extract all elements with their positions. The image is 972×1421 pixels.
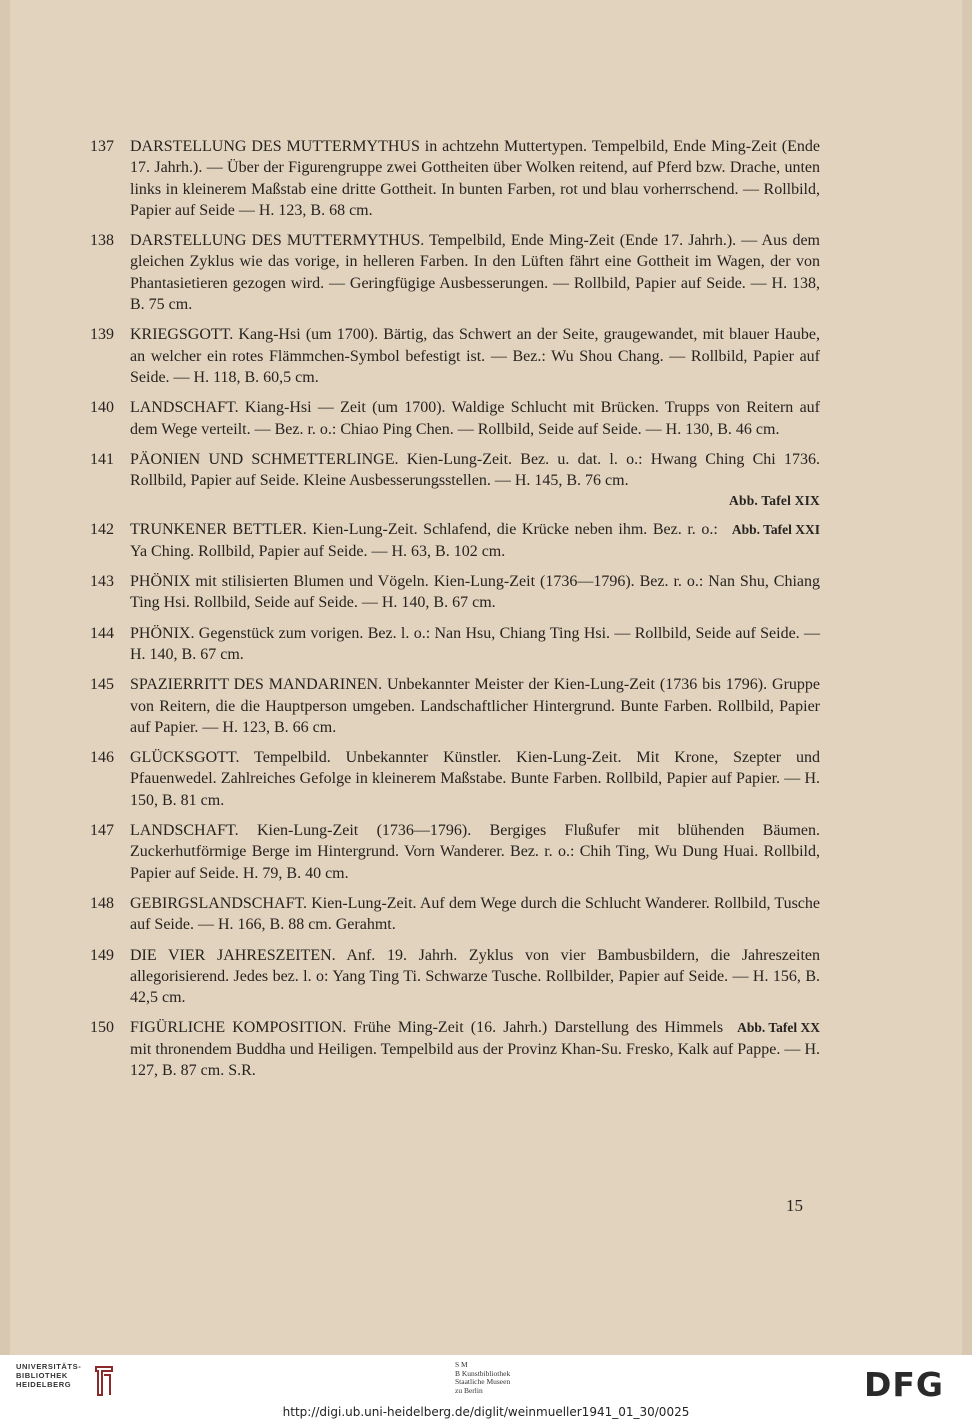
permalink-url[interactable]: http://digi.ub.uni-heidelberg.de/diglit/weinmueller1941_01_30/0025 <box>282 1405 690 1419</box>
catalog-entry <box>90 747 820 811</box>
catalog-entry <box>90 674 820 738</box>
entry-number: 140 <box>90 399 114 417</box>
entry-text: PHÖNIX. Gegenstück zum vorigen. Bez. l. o.: Nan Hsu, Chiang Ting Hsi. — Rollbild, Seide auf Seide. — H. 140, B. 67 cm. <box>130 624 820 663</box>
logo-line: Staatliche Museen <box>455 1377 511 1386</box>
entry-text: GEBIRGSLANDSCHAFT. Kien-Lung-Zeit. Auf dem Wege durch die Schlucht Wanderer. Rollbild, Tusche auf Seide. — H. 166, B. 88 cm. Gerahmt. <box>130 894 820 934</box>
entry-body <box>130 449 820 511</box>
entry-number: 147 <box>90 822 114 840</box>
logo-line: S M <box>455 1360 468 1369</box>
entry-number: 143 <box>90 573 114 591</box>
entry-text: TRUNKENER BETTLER. Kien-Lung-Zeit. Schlafend, die Krücke neben ihm. Bez. r. o.: Ya Ching. Rollbild, Papier auf Seide. — H. 63, B. 102 cm. <box>130 521 718 560</box>
entry-text: FIGÜRLICHE KOMPOSITION. Frühe Ming-Zeit (16. Jahrh.) Darstellung des Himmels mit thronendem Buddha und Heiligen. Tempelbild aus der Provinz Khan-Su. Fresko, Kalk auf Pappe. — H. 127, B. 87 cm. S.R. <box>130 1019 820 1079</box>
catalog-entry <box>90 230 820 315</box>
entry-body <box>130 1017 820 1081</box>
catalog-entry <box>90 571 820 614</box>
entry-number: 141 <box>90 450 114 468</box>
plate-reference: Abb. Tafel XX <box>737 1020 820 1036</box>
library-emblem-icon <box>92 1363 116 1399</box>
catalog-entry <box>90 945 820 1009</box>
entry-text: DARSTELLUNG DES MUTTERMYTHUS. Tempelbild, Ende Ming-Zeit (Ende 17. Jahrh.). — Aus dem gleichen Zyklus wie das vorige, in helleren Farben. In den Lüften fährt eine Gottheit im Wagen, der von Phantasietieren gezogen wird. — Geringfügige Ausbesserungen. — Rollbild, Papier auf Seide. — H. 138, B. 75 cm. <box>130 232 820 314</box>
catalog-entries <box>90 136 820 1090</box>
museum-logo[interactable] <box>455 1361 510 1395</box>
entry-text: GLÜCKSGOTT. Tempelbild. Unbekannter Künstler. Kien-Lung-Zeit. Mit Krone, Szepter und Pfauenwedel. Zahlreiches Gefolge in kleinerem Maßstabe. Bunte Farben. Rollbild, Papier auf Papier. — H. 150, B. 81 cm. <box>130 749 820 809</box>
entry-number: 149 <box>90 946 114 964</box>
entry-number: 144 <box>90 624 114 642</box>
catalog-entry <box>90 397 820 440</box>
entry-body <box>130 519 820 562</box>
university-library-logo[interactable] <box>16 1362 81 1389</box>
logo-line: B Kunstbibliothek <box>455 1368 511 1378</box>
catalog-entry <box>90 1017 820 1081</box>
entry-number: 138 <box>90 232 114 250</box>
catalog-entry <box>90 324 820 388</box>
entry-number: 148 <box>90 894 114 912</box>
catalog-entry <box>90 136 820 221</box>
entry-text: LANDSCHAFT. Kien-Lung-Zeit (1736—1796). Bergiges Flußufer mit blühenden Bäumen. Zuckerhutförmige Berge im Hintergrund. Vorn Wanderer. Bez. r. o.: Chih Ting, Wu Dung Huai. Rollbild, Papier auf Seide. H. 79, B. 40 cm. <box>130 822 820 882</box>
entry-number: 150 <box>90 1019 114 1037</box>
logo-line: HEIDELBERG <box>16 1380 72 1389</box>
entry-number: 139 <box>90 326 114 344</box>
entry-text: DARSTELLUNG DES MUTTERMYTHUS in achtzehn Muttertypen. Tempelbild, Ende Ming-Zeit (Ende 17. Jahrh.). — Über der Figurengruppe zwei Gottheiten über Wolken reitend, auf Pferd bzw. Drache, unten links in kleinerem Maßstab eine dritte Gottheit. In bunten Farben, rot und blau vorherrschend. — Rollbild, Papier auf Seide — H. 123, B. 68 cm. <box>130 138 820 219</box>
entry-text: KRIEGSGOTT. Kang-Hsi (um 1700). Bärtig, das Schwert an der Seite, graugewandet, mit blauer Haube, an welcher ein rotes Flämmchen-Symbol befestigt ist. — Bez.: Wu Shou Chang. — Rollbild, Papier auf Seide. — H. 118, B. 60,5 cm. <box>130 326 820 386</box>
entry-number: 137 <box>90 138 114 155</box>
catalog-entry <box>90 519 820 562</box>
catalog-entry <box>90 623 820 666</box>
entry-text: PÄONIEN UND SCHMETTERLINGE. Kien-Lung-Zeit. Bez. u. dat. l. o.: Hwang Ching Chi 1736. Rollbild, Papier auf Seide. Kleine Ausbesserungsstellen. — H. 145, B. 76 cm. <box>130 450 820 490</box>
logo-line: zu Berlin <box>455 1385 483 1395</box>
entry-number: 146 <box>90 749 114 767</box>
entry-text: PHÖNIX mit stilisierten Blumen und Vögeln. Kien-Lung-Zeit (1736—1796). Bez. r. o.: Nan Shu, Chiang Ting Hsi. Rollbild, Seide auf Seide. — H. 140, B. 67 cm. <box>130 573 820 612</box>
catalog-entry <box>90 820 820 884</box>
plate-reference: Abb. Tafel XXI <box>731 522 820 538</box>
entry-number: 142 <box>90 521 114 539</box>
plate-reference: Abb. Tafel XIX <box>729 493 820 509</box>
entry-text: DIE VIER JAHRESZEITEN. Anf. 19. Jahrh. Zyklus von vier Bambusbildern, die Jahreszeiten allegorisierend. Jedes bez. l. o: Yang Ting Ti. Schwarze Tusche. Rollbilder, Papier auf Seide. — H. 156, B. 42,5 cm. <box>130 946 820 1007</box>
dfg-logo[interactable]: DFG <box>864 1365 945 1404</box>
entry-number: 145 <box>90 676 114 694</box>
page-number: 15 <box>786 1196 803 1215</box>
entry-text: LANDSCHAFT. Kiang-Hsi — Zeit (um 1700). Waldige Schlucht mit Brücken. Trupps von Reitern auf dem Wege verteilt. — Bez. r. o.: Chiao Ping Chen. — Rollbild, Seide auf Seide. — H. 130, B. 46 cm. <box>130 399 820 438</box>
catalog-entry <box>90 449 820 511</box>
logo-line: BIBLIOTHEK <box>16 1371 68 1380</box>
logo-line: UNIVERSITÄTS- <box>16 1362 82 1371</box>
entry-text: SPAZIERRITT DES MANDARINEN. Unbekannter Meister der Kien-Lung-Zeit (1736 bis 1796). Gruppe von Reitern, die die Hauptperson umgeben. Landschaftlicher Hintergrund. Bunte Farben. Rollbild, Papier auf Papier. — H. 123, B. 66 cm. <box>130 676 820 736</box>
catalog-entry <box>90 893 820 936</box>
